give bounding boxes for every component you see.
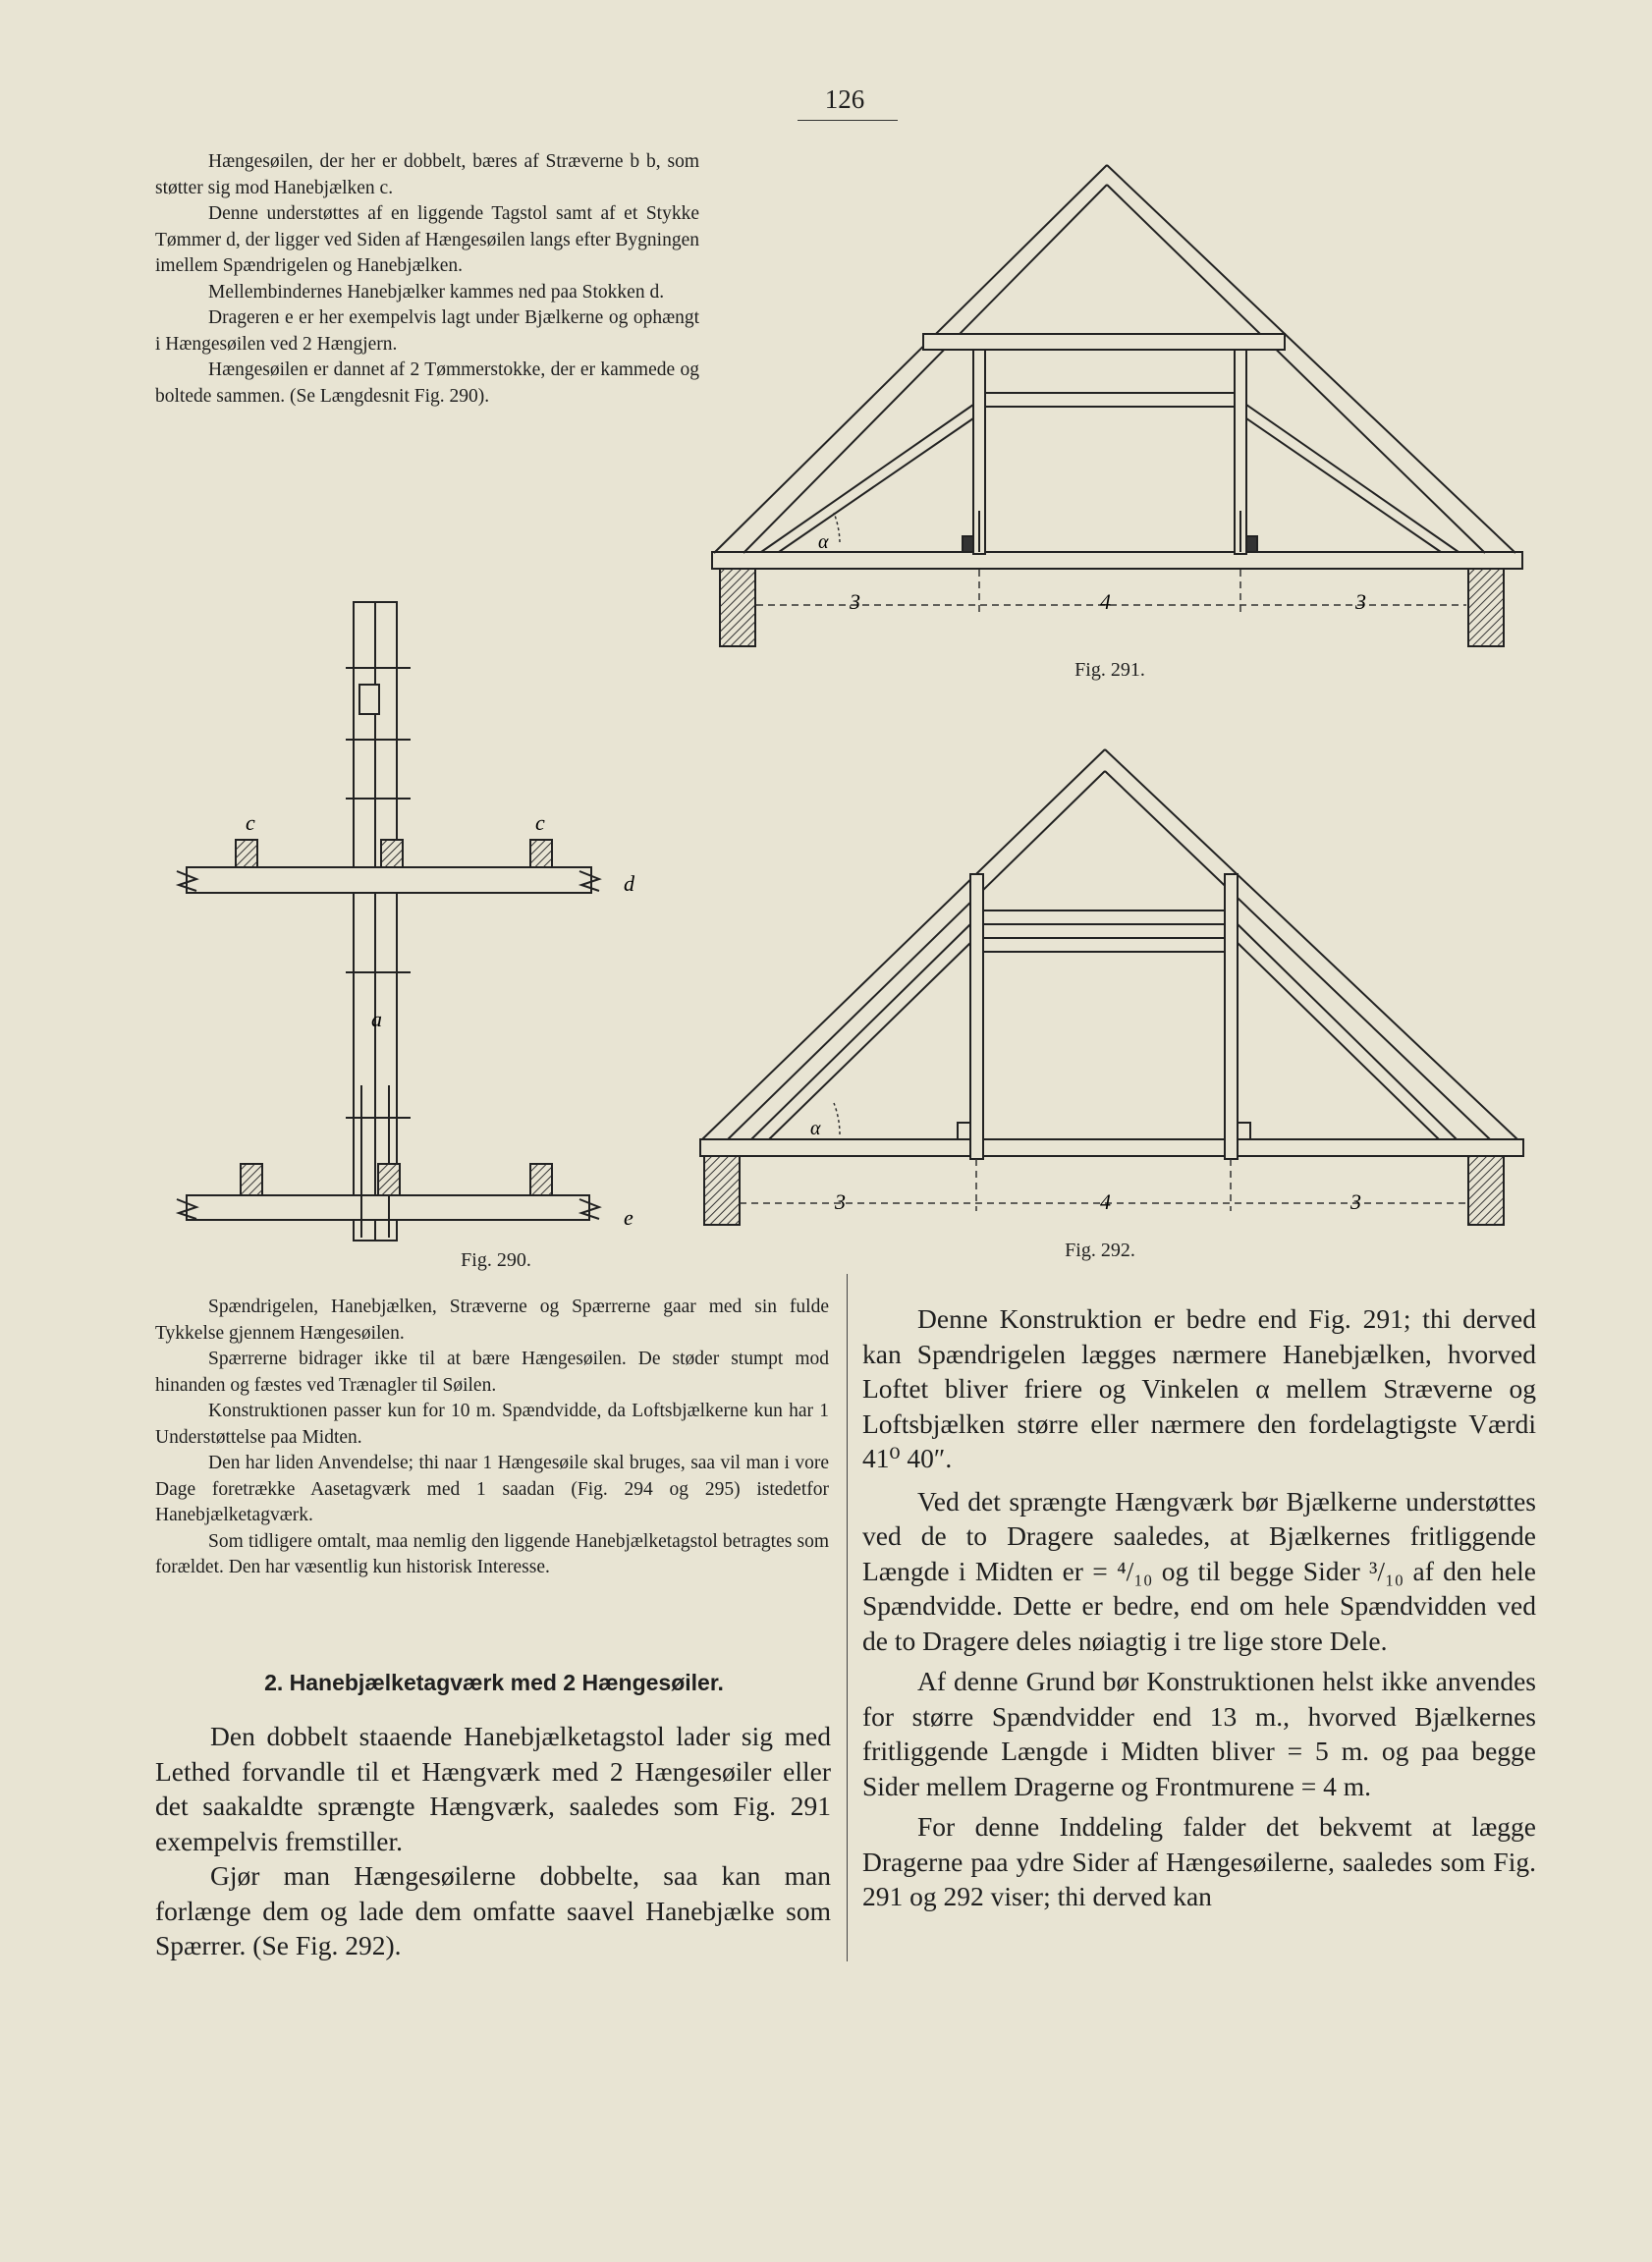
figure-292-drawing [692,742,1527,1233]
intro-text [155,149,699,410]
intro-paragraph: Mellembindernes Hanebjælker kammes ned paa Stokken d. [208,281,665,303]
right-paragraph: Ved det sprængte Hængværk bør Bjælkerne understøttes ved de to Dragere saaledes, at Bjælkernes fritliggende Længde i Midten er = ⁴/₁₀ og til begge Sider ³/₁₀ af den hele Spændvidde. Dette er bedre, end om hele Spændvidden ved de to Dragere deles nøiagtig i tre lige store Dele. [862,1485,1536,1656]
left-paragraph: Den dobbelt staaende Hanebjælketagstol lader sig med Lethed forvandle til et Hængværk med 2 Hængesøiler eller det saakaldte sprængte Hængværk, saaledes som Fig. 291 exempelvis fremstiller. [155,1721,831,1856]
fig292-alpha-label: α [810,1118,821,1139]
figure-291-drawing [702,157,1532,653]
fig290-label-e: e [624,1205,633,1230]
fig290-label-d: d [624,871,634,896]
fig291-dim-right: 3 [1355,589,1366,614]
section-heading: 2. Hanebjælketagværk med 2 Hængesøiler. [264,1670,724,1695]
body-paragraph: Spændrigelen, Hanebjælken, Stræverne og Spærrerne gaar med sin fulde Tykkelse gjennem Hængesøilen. [155,1297,829,1344]
fig291-dim-left: 3 [850,589,860,614]
fig290-caption: Fig. 290. [461,1249,531,1271]
intro-paragraph: Denne understøttes af en liggende Tagstol samt af et Stykke Tømmer d, der ligger ved Siden af Hængesøilen langs efter Bygningen imellem Spændrigelen og Hanebjælken. [155,203,699,276]
right-paragraph: Denne Konstruktion er bedre end Fig. 291; thi derved kan Spændrigelen lægges nærmere Hanebjælken, hvorved Loftet bliver friere og Vinkelen α mellem Stræverne og Loftsbjælken større eller nærmere den fordelagtigste Værdi 41⁰ 40″. [862,1303,1536,1473]
left-column-text [155,1719,831,1963]
figure-290-drawing [157,594,668,1247]
figure-292 [692,742,1527,1233]
left-paragraph: Gjør man Hængesøilerne dobbelte, saa kan man forlænge dem og lade dem omfatte saavel Hanebjælke som Spærrer. (Se Fig. 292). [155,1860,831,1960]
body-paragraph: Konstruktionen passer kun for 10 m. Spændvidde, da Loftsbjælkerne kun har 1 Understøttelse paa Midten. [155,1401,829,1448]
body-paragraph: Som tidligere omtalt, maa nemlig den liggende Hanebjælketagstol betragtes som forældet. Den har væsentlig kun historisk Interesse. [155,1530,829,1577]
page-number: 126 [824,84,865,114]
body-small-text [155,1295,829,1581]
fig292-dim-right: 3 [1350,1189,1361,1214]
fig292-dim-left: 3 [835,1189,846,1214]
fig291-alpha-label: α [818,531,829,553]
intro-paragraph: Drageren e er her exempelvis lagt under Bjælkerne og ophængt i Hængesøilen ved 2 Hængjern. [155,307,699,355]
intro-paragraph: Hængesøilen, der her er dobbelt, bæres af Stræverne b b, som støtter sig mod Hanebjælken c. [155,151,699,198]
fig291-caption: Fig. 291. [1074,659,1145,681]
body-paragraph: Den har liden Anvendelse; thi naar 1 Hængesøile skal bruges, saa vil man i vore Dage foretrække Aasetagværk med 1 saadan (Fig. 294 og 295) istedetfor Hanebjælketagværk. [155,1453,829,1525]
intro-paragraph: Hængesøilen er dannet af 2 Tømmerstokke, der er kammede og boltede sammen. (Se Længdesnit Fig. 290). [155,359,699,407]
fig290-label-c-left: c [246,810,255,835]
fig290-label-c-right: c [535,810,545,835]
right-column-text [862,1301,1536,1914]
fig290-label-a: a [371,1007,382,1031]
body-paragraph: Spærrerne bidrager ikke til at bære Hængesøilen. De støder stumpt mod hinanden og fæstes ved Trænagler til Søilen. [155,1349,829,1396]
fig291-dim-mid: 4 [1100,589,1111,614]
page-number-rule [798,120,898,121]
right-paragraph: For denne Inddeling falder det bekvemt at lægge Dragerne paa ydre Sider af Hængesøilerne, saaledes som Fig. 291 og 292 viser; thi derved kan [862,1811,1536,1911]
figure-291 [702,157,1532,653]
column-divider [847,1274,848,1961]
right-paragraph: Af denne Grund bør Konstruktionen helst ikke anvendes for større Spændvidder end 13 m., hvorved Bjælkernes fritliggende Længde i Midten bliver = 5 m. og paa begge Sider mellem Dragerne og Frontmurene = 4 m. [862,1666,1536,1801]
figure-290 [157,594,668,1247]
fig292-dim-mid: 4 [1100,1189,1111,1214]
fig292-caption: Fig. 292. [1065,1240,1135,1261]
